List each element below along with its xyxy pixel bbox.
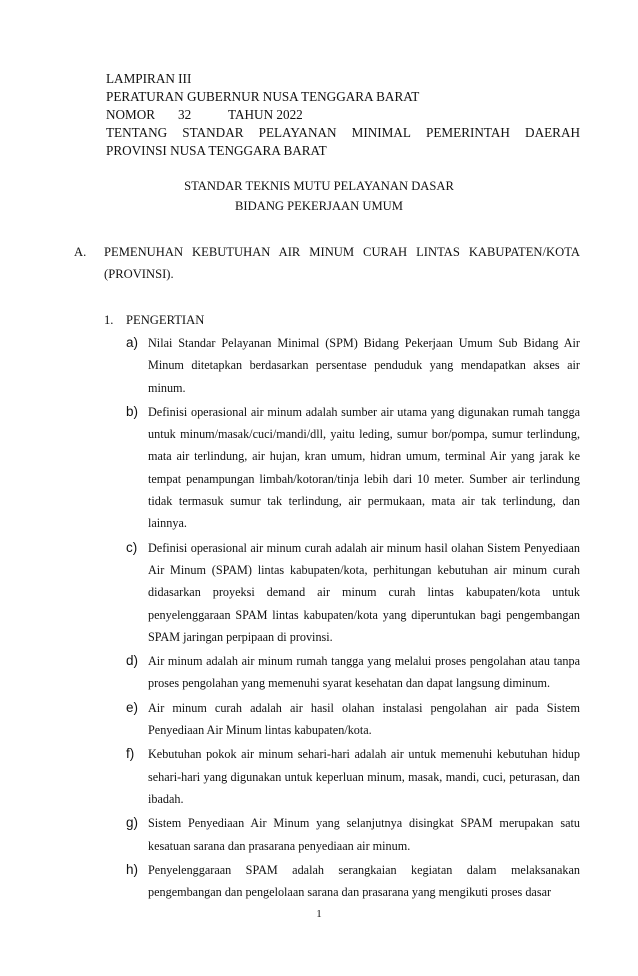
document-header [106, 70, 580, 160]
list-item [126, 401, 580, 535]
document-title [0, 176, 638, 216]
peraturan-label: PERATURAN GUBERNUR NUSA TENGGARA BARAT [106, 89, 420, 104]
item-text: Nilai Standar Pelayanan Minimal (SPM) Bidang Pekerjaan Umum Sub Bidang Air Minum ditetapkan berdasarkan persentase penduduk yang mendapatkan akses air minum. [148, 336, 580, 395]
list-item [126, 859, 580, 904]
section-letter: A. [74, 245, 87, 259]
item-marker: h) [126, 861, 139, 877]
tentang-word: PEMERINTAH [426, 125, 510, 140]
item-text: Penyelenggaraan SPAM adalah serangkaian kegiatan dalam melaksanakan pengembangan dan pengelolaan sarana dan prasarana yang mengikuti proses dasar [148, 862, 580, 900]
list-item [126, 812, 580, 857]
item-marker: b) [126, 403, 139, 419]
tahun-label: TAHUN 2022 [228, 107, 303, 122]
tentang-word: STANDAR [182, 125, 244, 140]
nomor-label: NOMOR [106, 107, 156, 122]
tentang-word: TENTANG [106, 125, 168, 140]
item-marker: g) [126, 815, 139, 831]
item-marker: d) [126, 653, 139, 669]
item-marker: c) [126, 539, 138, 555]
item-text: Definisi operasional air minum adalah sumber air utama yang digunakan rumah tangga untuk minum/masak/cuci/mandi/dll, yaitu leding, sumur bor/pompa, sumur terlindung, mata air terlindung, air hujan, kran umum, hidran umum, terminal Air yang jarak ke tempat penampungan limbah/kotoran/tinja lebih dari 10 meter. Sumber air terlindung tidak termasuk sumur tak terlindung, air permukaan, mata air tak terlindung, dan lainnya. [148, 404, 580, 531]
list-item [126, 332, 580, 399]
section-a-text: PEMENUHAN KEBUTUHAN AIR MINUM CURAH LINTAS KABUPATEN/KOTA (PROVINSI). [104, 245, 580, 281]
tentang-word: DAERAH [525, 125, 580, 140]
item-marker: a) [126, 335, 139, 350]
definition-list [126, 332, 580, 905]
list-item [126, 537, 580, 648]
item-text: Sistem Penyediaan Air Minum yang selanjutnya disingkat SPAM merupakan satu kesatuan sarana dan prasarana penyediaan air minum. [148, 816, 580, 853]
item-text: Air minum adalah air minum rumah tangga yang melalui proses pengolahan atau tanpa proses pengolahan yang memenuhi syarat kesehatan dan dapat langsung diminum. [148, 654, 580, 691]
item-marker: f) [126, 746, 135, 762]
item-text: Definisi operasional air minum curah adalah air minum hasil olahan Sistem Penyediaan Air Minum (SPAM) lintas kabupaten/kota, perhitungan kebutuhan air minum curah didasarkan proyeksi demand air minum curah lintas kabupaten/kota untuk penyelenggaraan SPAM lintas kabupaten/kota yang diperuntukan bagi pengembangan SPAM jaringan perpipaan di provinsi. [148, 540, 580, 644]
tentang-word: MINIMAL [351, 125, 411, 140]
list-item [126, 743, 580, 810]
tentang-word: PELAYANAN [258, 125, 337, 140]
nomor-value: 32 [178, 107, 192, 122]
title-line-1: STANDAR TEKNIS MUTU PELAYANAN DASAR [184, 179, 454, 193]
tentang-line [106, 124, 580, 142]
subsection-number: 1. [104, 313, 114, 327]
list-item [126, 650, 580, 695]
item-text: Air minum curah adalah air hasil olahan instalasi pengolahan air pada Sistem Penyediaan Air Minum lintas kabupaten/kota. [148, 700, 580, 738]
page-number: 1 [316, 908, 322, 920]
tentang-line-2: PROVINSI NUSA TENGGARA BARAT [106, 143, 327, 158]
item-marker: e) [126, 699, 139, 715]
title-line-2: BIDANG PEKERJAAN UMUM [235, 199, 403, 213]
subsection-label: PENGERTIAN [126, 313, 205, 327]
lampiran-label: LAMPIRAN III [106, 71, 192, 86]
item-text: Kebutuhan pokok air minum sehari-hari adalah air untuk memenuhi kebutuhan hidup sehari-hari yang digunakan untuk keperluan minum, masak, mandi, cuci, peturasan, dan ibadah. [148, 747, 580, 806]
list-item [126, 697, 580, 742]
nomor-row [106, 106, 580, 124]
